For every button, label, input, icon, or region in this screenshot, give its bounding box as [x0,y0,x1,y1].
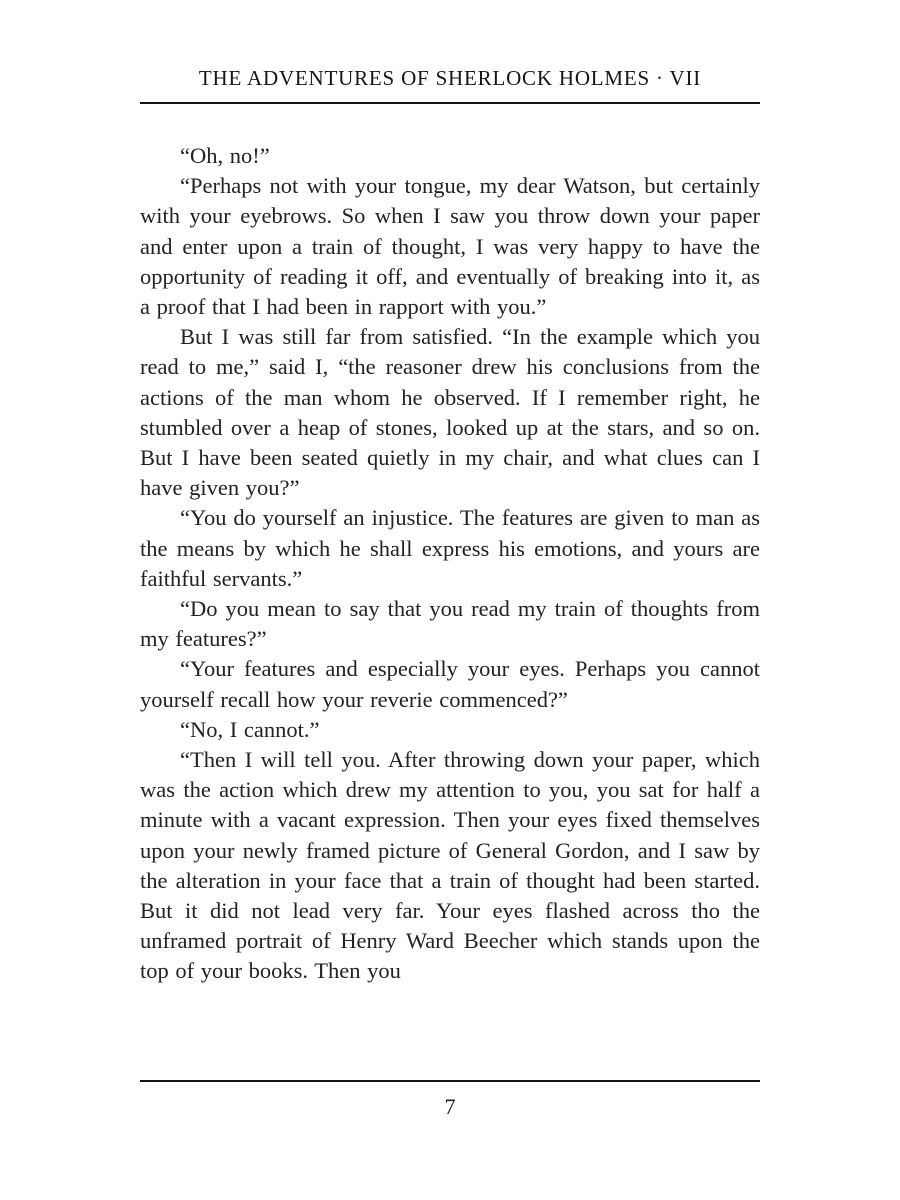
paragraph: “Do you mean to say that you read my train of thoughts from my features?” [140,596,760,652]
paragraph: “Your features and especially your eyes. Perhaps you cannot yourself recall how your reverie commenced?” [140,656,760,712]
body-text [140,141,760,987]
text-column [140,0,760,987]
page-footer [140,1080,760,1120]
paragraph: “Oh, no!” [180,143,270,168]
paragraph: “You do yourself an injustice. The features are given to man as the means by which he shall express his emotions, and yours are faithful servants.” [140,505,760,591]
paragraph: “No, I cannot.” [180,716,320,742]
paragraph: “Perhaps not with your tongue, my dear Watson, but certainly with your eyebrows. So when I saw you throw down your paper and enter upon a train of thought, I was very happy to have the opportunity of reading it off, and eventually of breaking into it, as a proof that I had been in rapport with you.” [140,173,760,320]
paragraph: “Then I will tell you. After throwing down your paper, which was the action which drew my attention to you, you sat for half a minute with a vacant expression. Then your eyes fixed themselves upon your newly framed picture of General Gordon, and I saw by the alteration in your face that a train of thought had been started. But it did not lead very far. Your eyes flashed across tho the unframed portrait of Henry Ward Beecher which stands upon the top of your books. Then you [140,747,760,984]
page-number: 7 [444,1094,456,1119]
running-header: THE ADVENTURES OF SHERLOCK HOLMES · VII [140,66,760,104]
paragraph: But I was still far from satisfied. “In the example which you read to me,” said I, “the reasoner drew his conclusions from the actions of the man whom he observed. If I remember right, he stumbled over a heap of stones, looked up at the stars, and so on. But I have been seated quietly in my chair, and what clues can I have given you?” [140,324,760,501]
